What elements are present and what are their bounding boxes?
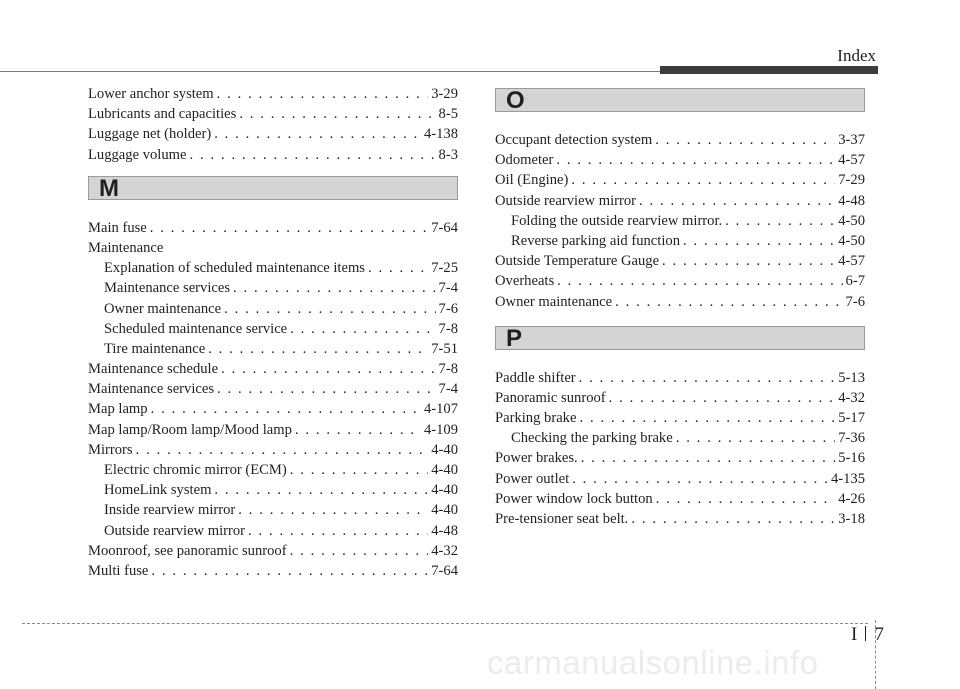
entry-page-ref: 4-32 <box>838 389 865 406</box>
dot-leader <box>224 299 435 319</box>
index-entry <box>88 84 458 104</box>
index-entry <box>495 368 865 388</box>
dot-leader <box>556 150 835 170</box>
index-entry <box>495 489 865 509</box>
entry-text: Folding the outside rearview mirror. <box>511 212 723 229</box>
entry-text: Scheduled maintenance service <box>104 320 288 337</box>
entry-page-ref: 5-13 <box>838 369 865 386</box>
entry-page-ref: 4-135 <box>830 470 865 487</box>
entry-text: Checking the parking brake <box>511 430 673 447</box>
entry-page-ref: 7-4 <box>438 381 458 398</box>
header-accent-bar <box>660 66 878 74</box>
dot-leader <box>579 408 835 428</box>
dot-leader <box>572 469 828 489</box>
dot-leader <box>615 292 842 312</box>
dot-leader <box>676 428 836 448</box>
dot-leader <box>214 480 428 500</box>
entry-text: Power brakes. <box>495 450 578 467</box>
dot-leader <box>151 561 428 581</box>
index-entry <box>495 251 865 271</box>
entry-page-ref: 7-8 <box>438 320 458 337</box>
index-subentry <box>88 299 458 319</box>
entry-text: Maintenance <box>88 239 164 256</box>
index-entry <box>495 130 865 150</box>
section-letter: M <box>99 174 119 202</box>
entry-page-ref: 4-40 <box>431 462 458 478</box>
entry-text: Mirrors <box>88 441 133 458</box>
entry-text: Owner maintenance <box>495 293 613 310</box>
entry-text: Moonroof, see panoramic sunroof <box>88 542 287 559</box>
index-entry <box>495 271 865 291</box>
entry-page-ref: 3-29 <box>431 86 458 102</box>
index-subentry <box>88 278 458 298</box>
dot-leader <box>238 500 428 520</box>
index-entry <box>495 469 865 489</box>
entry-page-ref: 4-57 <box>838 253 865 270</box>
dot-leader <box>217 379 436 399</box>
entry-page-ref: 8-3 <box>438 146 458 163</box>
entry-text: Map lamp <box>88 401 148 418</box>
index-entry <box>495 448 865 468</box>
entry-page-ref: 4-107 <box>423 401 458 418</box>
dot-leader <box>214 124 421 144</box>
dot-leader <box>290 319 435 339</box>
entry-text: Luggage volume <box>88 146 187 163</box>
entry-text: Lower anchor system <box>88 86 214 102</box>
entry-text: Maintenance schedule <box>88 361 219 378</box>
entry-text: Odometer <box>495 152 554 169</box>
index-entry <box>88 124 458 144</box>
entry-text: Oil (Engine) <box>495 172 569 189</box>
dot-leader <box>609 388 836 408</box>
entry-page-ref: 7-6 <box>438 300 458 317</box>
entry-page-ref: 5-17 <box>838 410 865 427</box>
dot-leader <box>151 399 421 419</box>
index-entry <box>88 541 458 561</box>
section-letter: O <box>506 87 525 114</box>
index-entry <box>88 238 458 258</box>
section-header-p <box>495 326 865 350</box>
index-entry <box>88 561 458 581</box>
page-number-divider <box>865 626 866 641</box>
entry-page-ref: 7-25 <box>431 260 458 277</box>
dot-leader <box>656 489 836 509</box>
index-entry <box>88 145 458 165</box>
index-entry <box>495 509 865 529</box>
dot-leader <box>683 231 835 251</box>
index-entry <box>88 379 458 399</box>
index-subentry <box>88 521 458 541</box>
dot-leader <box>248 521 428 541</box>
index-column-left <box>88 84 458 581</box>
section-header-o <box>495 88 865 112</box>
entry-text: Paddle shifter <box>495 369 576 386</box>
entry-text: Maintenance services <box>88 381 215 398</box>
entry-page-ref: 7-64 <box>431 562 458 579</box>
entry-page-ref: 4-48 <box>838 192 865 209</box>
index-subentry <box>88 258 458 278</box>
index-subentry <box>88 460 458 480</box>
entry-page-ref: 3-37 <box>838 132 865 148</box>
entry-page-ref: 7-4 <box>438 280 458 297</box>
index-entry <box>495 191 865 211</box>
dot-leader <box>189 145 435 165</box>
entry-page-ref: 6-7 <box>845 273 865 290</box>
index-subentry <box>495 231 865 251</box>
entry-page-ref: 4-50 <box>838 232 865 249</box>
entry-page-ref: 4-57 <box>838 152 865 169</box>
entry-text: Electric chromic mirror (ECM) <box>104 462 287 478</box>
entry-text: Outside rearview mirror <box>495 192 637 209</box>
entry-page-ref: 4-40 <box>431 502 458 519</box>
index-entry <box>495 150 865 170</box>
entry-text: Tire maintenance <box>104 340 206 357</box>
index-subentry <box>495 428 865 448</box>
entry-page-ref: 7-29 <box>838 172 865 189</box>
index-column-right <box>495 84 865 529</box>
entry-page-ref: 8-5 <box>438 106 458 123</box>
entry-list <box>88 84 458 165</box>
entry-page-ref: 7-64 <box>431 219 458 236</box>
dot-leader <box>239 104 435 124</box>
entry-text: Maintenance services <box>104 280 231 297</box>
index-entry <box>88 399 458 419</box>
entry-text: Explanation of scheduled maintenance items <box>104 260 365 277</box>
entry-text: Power window lock button <box>495 490 653 507</box>
entry-text: Parking brake <box>495 410 577 427</box>
section-header-m <box>88 176 458 200</box>
dot-leader <box>571 170 835 190</box>
index-subentry <box>88 500 458 520</box>
index-entry <box>88 440 458 460</box>
dot-leader <box>150 218 428 238</box>
dot-leader <box>295 420 421 440</box>
entry-text: Panoramic sunroof <box>495 389 606 406</box>
dot-leader <box>290 541 429 561</box>
entry-text: Reverse parking aid function <box>511 232 680 249</box>
dot-leader <box>233 278 436 298</box>
entry-page-ref: 3-18 <box>838 511 865 527</box>
dot-leader <box>655 130 835 150</box>
index-entry <box>495 408 865 428</box>
index-subentry <box>88 480 458 500</box>
entry-page-ref: 4-50 <box>838 212 865 229</box>
entry-text: Map lamp/Room lamp/Mood lamp <box>88 421 292 438</box>
index-subentry <box>88 319 458 339</box>
entry-text: HomeLink system <box>104 482 212 499</box>
dot-leader <box>725 211 835 231</box>
entry-page-ref: 7-6 <box>845 293 865 310</box>
index-subentry <box>495 211 865 231</box>
index-entry <box>495 292 865 312</box>
page-number <box>851 624 884 646</box>
dot-leader <box>290 460 428 480</box>
index-entry <box>495 170 865 190</box>
dot-leader <box>136 440 429 460</box>
dot-leader <box>557 271 842 291</box>
index-entry <box>88 420 458 440</box>
dot-leader <box>208 339 428 359</box>
dot-leader <box>217 84 429 104</box>
page-number-value: 7 <box>874 624 884 645</box>
index-subentry <box>88 339 458 359</box>
entry-text: Overheats <box>495 273 555 290</box>
entry-page-ref: 4-26 <box>838 490 865 507</box>
dot-leader <box>662 251 835 271</box>
dot-leader <box>581 448 836 468</box>
entry-text: Lubricants and capacities <box>88 106 237 123</box>
footer-rule <box>22 623 868 624</box>
header-rule <box>0 71 662 72</box>
entry-list <box>495 130 865 312</box>
entry-text: Main fuse <box>88 219 147 236</box>
entry-page-ref: 4-40 <box>431 482 458 499</box>
entry-text: Outside Temperature Gauge <box>495 253 660 270</box>
dot-leader <box>579 368 836 388</box>
index-entry <box>88 218 458 238</box>
entry-list <box>495 368 865 530</box>
entry-page-ref: 4-48 <box>431 522 458 539</box>
dot-leader <box>631 509 835 529</box>
entry-text: Inside rearview mirror <box>104 502 236 519</box>
entry-page-ref: 4-32 <box>431 542 458 559</box>
entry-list <box>88 218 458 581</box>
entry-page-ref: 7-36 <box>838 430 865 447</box>
dot-leader <box>368 258 428 278</box>
entry-text: Pre-tensioner seat belt. <box>495 511 629 527</box>
dot-leader <box>639 191 835 211</box>
entry-text: Outside rearview mirror <box>104 522 246 539</box>
index-entry <box>495 388 865 408</box>
entry-text: Luggage net (holder) <box>88 126 212 143</box>
section-letter: P <box>506 324 523 352</box>
entry-text: Owner maintenance <box>104 300 222 317</box>
entry-page-ref: 7-8 <box>438 361 458 378</box>
entry-text: Occupant detection system <box>495 132 653 148</box>
entry-page-ref: 4-40 <box>431 441 458 458</box>
entry-page-ref: 5-16 <box>838 450 865 467</box>
entry-page-ref: 4-109 <box>423 421 458 438</box>
dot-leader <box>221 359 435 379</box>
index-entry <box>88 359 458 379</box>
page-header-title: Index <box>837 46 876 65</box>
entry-page-ref: 4-138 <box>423 126 458 143</box>
entry-page-ref: 7-51 <box>431 340 458 357</box>
entry-text: Power outlet <box>495 470 570 487</box>
entry-text: Multi fuse <box>88 562 149 579</box>
watermark: carmanualsonline.info <box>487 644 819 681</box>
section-letter: I <box>851 624 858 645</box>
index-entry <box>88 104 458 124</box>
